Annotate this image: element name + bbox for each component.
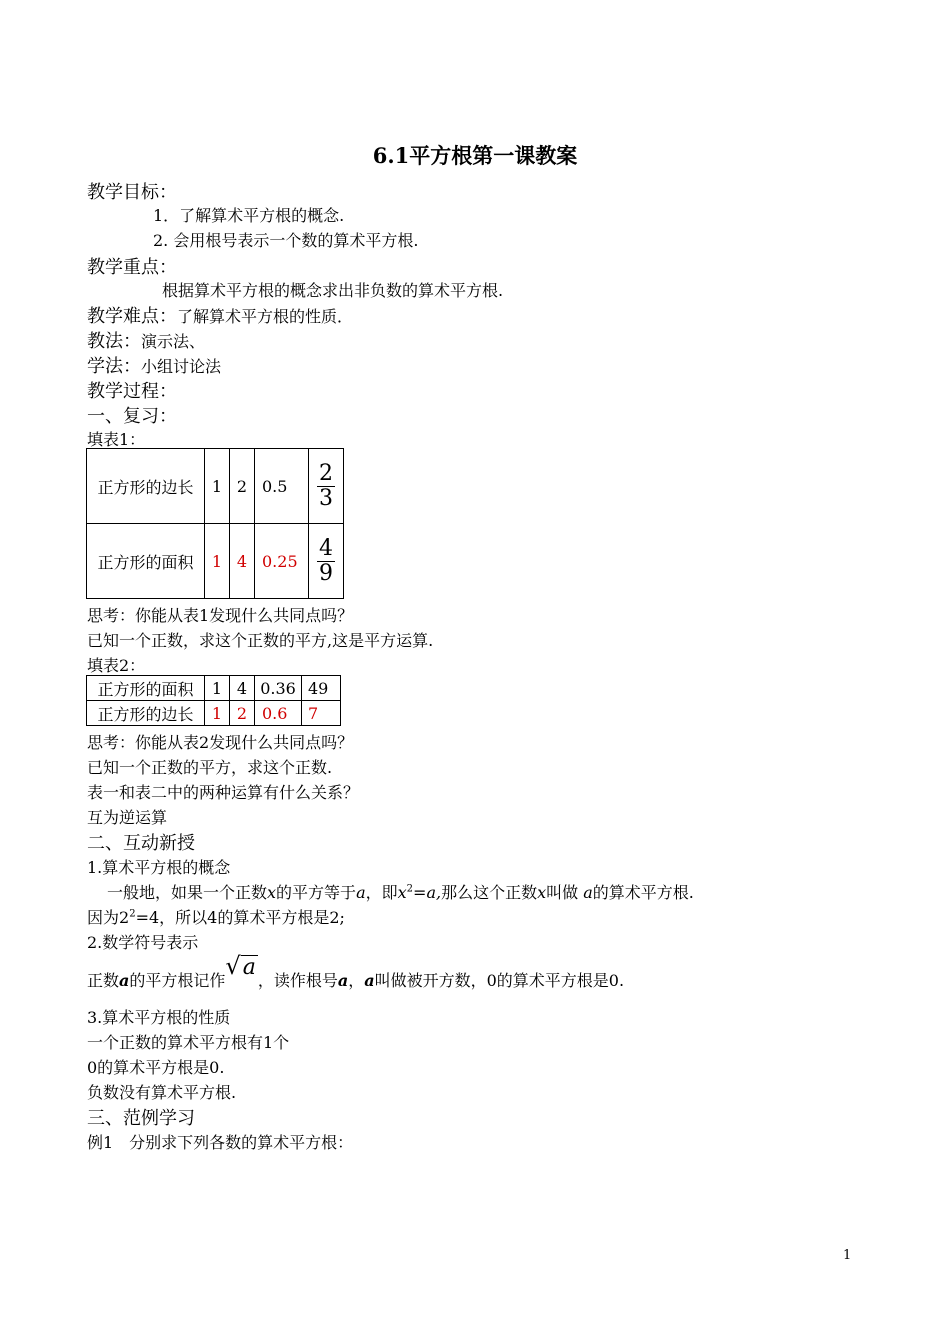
table2-cell: 1 <box>205 676 230 701</box>
table2-row-side <box>87 701 341 726</box>
table-2 <box>86 675 341 726</box>
subheading-notation: 2.数学符号表示 <box>87 933 199 952</box>
def-text: 叫做 <box>546 883 579 902</box>
table2-answer: 1 <box>205 701 230 726</box>
var-x: x <box>397 883 407 902</box>
definition <box>107 880 694 903</box>
equation: =a, <box>413 883 442 902</box>
exponent: 2 <box>406 883 414 895</box>
subheading-concept: 1.算术平方根的概念 <box>87 858 231 877</box>
var-a: a <box>364 971 375 990</box>
fraction-numerator: 2 <box>319 460 333 486</box>
focus-heading: 教学重点： <box>87 257 177 278</box>
answer: 互为逆运算 <box>87 808 168 827</box>
fraction <box>317 462 335 511</box>
notation-text: ，读作根号 <box>257 971 338 990</box>
difficulty-heading: 教学难点： <box>87 306 177 327</box>
think-2: 思考：你能从表2发现什么共同点吗？ <box>87 733 354 752</box>
table1-cell: 2 <box>230 449 255 524</box>
table-1 <box>86 448 344 599</box>
table1-answer: 4 <box>230 524 255 599</box>
goals-heading: 教学目标： <box>87 182 177 203</box>
table1-label-side: 正方形的边长 <box>87 449 205 524</box>
table2-label-area: 正方形的面积 <box>87 676 205 701</box>
fraction-numerator: 4 <box>319 535 333 561</box>
var-a: a <box>356 883 366 902</box>
note-2: 已知一个正数的平方，求这个正数. <box>87 758 333 777</box>
table2-cell: 0.36 <box>255 676 302 701</box>
example-line <box>87 905 345 928</box>
question: 表一和表二中的两种运算有什么关系？ <box>87 783 360 802</box>
subheading-properties: 3.算术平方根的性质 <box>87 1008 231 1027</box>
table1-frac-cell <box>309 524 344 599</box>
table1-answer: 1 <box>205 524 230 599</box>
table2-answer: 0.6 <box>255 701 302 726</box>
example-text: =4，所以4的算术平方根是2; <box>135 908 345 927</box>
exponent: 2 <box>129 908 136 920</box>
page-title: 6.1平方根第一课教案 <box>372 143 578 168</box>
learn-method-heading: 学法： <box>87 356 141 377</box>
table1-answer: 0.25 <box>255 524 309 599</box>
learn-method-line <box>87 352 221 378</box>
section-new: 二、互动新授 <box>87 833 195 854</box>
var-x: x <box>267 883 277 902</box>
notation-text: ， <box>348 971 365 990</box>
table2-cell: 49 <box>302 676 341 701</box>
note-1: 已知一个正数，求这个正数的平方,这是平方运算. <box>87 631 434 650</box>
var-x: x <box>537 883 547 902</box>
notation-text: 叫做被开方数，0的算术平方根是0. <box>374 971 625 990</box>
table2-label-side: 正方形的边长 <box>87 701 205 726</box>
table1-label-area: 正方形的面积 <box>87 524 205 599</box>
example-text: 因为2 <box>87 908 130 927</box>
table1-cell: 1 <box>205 449 230 524</box>
fraction <box>317 537 335 586</box>
property-1: 一个正数的算术平方根有1个 <box>87 1033 290 1052</box>
notation-text: 的平方根记作 <box>129 971 226 990</box>
fraction-denominator: 3 <box>319 485 333 511</box>
table1-frac-cell <box>309 449 344 524</box>
example-1: 例1 分别求下列各数的算术平方根： <box>87 1133 354 1152</box>
property-3: 负数没有算术平方根. <box>87 1083 237 1102</box>
teach-method-heading: 教法： <box>87 331 141 352</box>
goal-1: 1．了解算术平方根的概念. <box>153 206 345 225</box>
var-a: a <box>337 971 349 990</box>
sqrt-symbol <box>225 952 257 980</box>
fraction-denominator: 9 <box>319 560 333 586</box>
var-a: a <box>583 883 593 902</box>
focus-text: 根据算术平方根的概念求出非负数的算术平方根. <box>162 281 504 300</box>
var-a: a <box>119 971 130 990</box>
table1-caption: 填表1： <box>87 430 146 449</box>
radical-sign: √ <box>225 952 241 980</box>
notation-line <box>87 952 625 990</box>
table1-cell: 0.5 <box>255 449 309 524</box>
def-text: 的算术平方根. <box>592 883 694 902</box>
learn-method-text: 小组讨论法 <box>141 357 222 376</box>
radicand: a <box>242 955 256 980</box>
table2-caption: 填表2： <box>87 656 146 675</box>
table2-answer: 7 <box>302 701 341 726</box>
difficulty-text: 了解算术平方根的性质． <box>177 307 354 326</box>
teach-method-text: 演示法、 <box>141 332 206 351</box>
difficulty-line <box>87 302 353 328</box>
table2-cell: 4 <box>230 676 255 701</box>
table2-answer: 2 <box>230 701 255 726</box>
section-review: 一、复习： <box>87 406 177 427</box>
def-text: 的平方等于 <box>276 883 357 902</box>
table1-row-side <box>87 449 344 524</box>
def-text: 一般地，如果一个正数 <box>107 883 268 902</box>
section-examples: 三、范例学习 <box>87 1108 195 1129</box>
notation-text: 正数 <box>87 971 120 990</box>
goal-2: 2. 会用根号表示一个数的算术平方根. <box>153 231 419 250</box>
teach-method-line <box>87 327 205 353</box>
def-text: ，即 <box>365 883 398 902</box>
think-1: 思考：你能从表1发现什么共同点吗？ <box>87 606 354 625</box>
property-2: 0的算术平方根是0. <box>87 1058 225 1077</box>
def-text: 那么这个正数 <box>441 883 538 902</box>
table1-row-area <box>87 524 344 599</box>
process-heading: 教学过程： <box>87 381 177 402</box>
table2-row-area <box>87 676 341 701</box>
page-number: 1 <box>843 1248 852 1263</box>
